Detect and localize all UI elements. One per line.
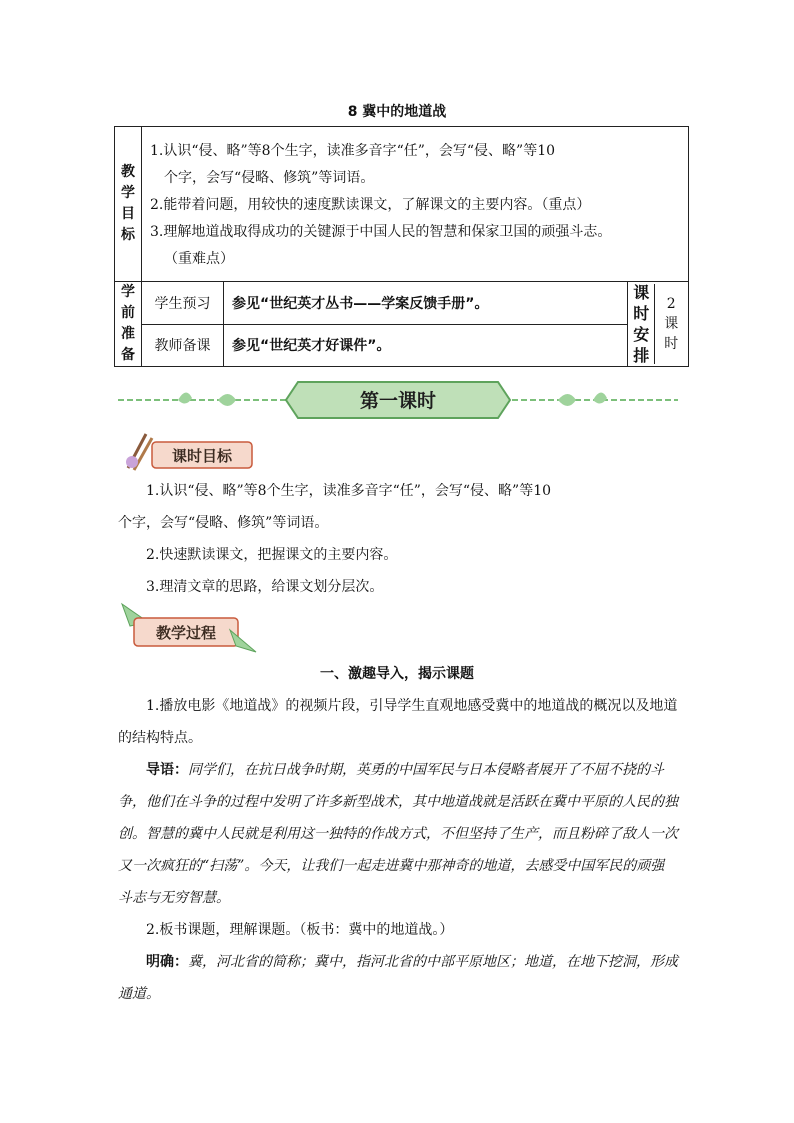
leaf-icon [178, 392, 192, 403]
leaf-icon [218, 394, 236, 406]
lesson-info-table [114, 126, 689, 367]
intro-paragraph [118, 754, 678, 914]
goal-line-3: 2.能带着问题，用较快的速度默读课文，了解课文的主要内容。（重点） [150, 196, 591, 213]
goal-line-4: 3.理解地道战取得成功的关键源于中国人民的智慧和保家卫国的顽强斗志。 [150, 223, 612, 240]
schedule-value-text: 2课时 [664, 296, 679, 352]
intro-text: 同学们，在抗日战争时期，英勇的中国军民与日本侵略者展开了不屈不挠的斗争，他们在斗争的过程中发明了许多新型战术，其中地道战就是活跃在冀中平原的人民的独创。智慧的冀中人民就是利用这一独特的作战方式，不但坚持了生产，而且粉碎了敌人一次又一次疯狂的“扫荡”。今天，让我们一起走进冀中那神奇的地道，去感受中国军民的顽强斗志与无穷智慧。 [118, 762, 678, 906]
clarify-label: 明确： [146, 954, 188, 970]
objective-1b: 个字，会写“侵略、修筑”等词语。 [118, 515, 329, 531]
process-badge [118, 600, 258, 656]
leaf-icon [558, 394, 576, 406]
lesson-banner [118, 378, 678, 422]
student-prep-content: 参见“世纪英才丛书——学案反馈手册”。 [224, 282, 628, 325]
goal-line-1: 1.认识“侵、略”等8个生字，读准多音字“任”，会写“侵、略”等10 [150, 142, 556, 159]
lesson-title: 8 冀中的地道战 [347, 104, 447, 120]
student-prep-name: 学生预习 [142, 282, 224, 325]
goal-label [115, 127, 142, 282]
schedule-label-text: 课时安排 [633, 283, 650, 365]
step-1: 1.播放电影《地道战》的视频片段，引导学生直观地感受冀中的地道战的概况以及地道的结构特点。 [118, 698, 678, 746]
section-heading: 一、激趣导入，揭示课题 [320, 666, 474, 682]
objectives-badge [118, 432, 258, 472]
clarify-text: 冀，河北省的简称；冀中，指河北省的中部平原地区；地道，在地下挖洞，形成通道。 [118, 954, 678, 1002]
prep-label [115, 282, 142, 367]
objective-3: 3.理清文章的思路，给课文划分层次。 [146, 579, 384, 595]
objective-1a: 1.认识“侵、略”等8个生字，读准多音字“任”，会写“侵、略”等10 [146, 483, 552, 499]
objectives-list [118, 475, 678, 603]
schedule-value [655, 284, 687, 364]
clarify-paragraph [118, 946, 678, 1010]
teacher-prep-content: 参见“世纪英才好课件”。 [224, 324, 628, 367]
goal-line-2: 个字，会写“侵略、修筑”等词语。 [164, 169, 375, 186]
paper-plane-icon [230, 630, 256, 652]
schedule-label [628, 284, 655, 364]
teacher-prep-name: 教师备课 [142, 324, 224, 367]
goal-label-text: 教学目标 [121, 164, 135, 243]
goals-cell [142, 127, 689, 282]
svg-text:课时目标: 课时目标 [171, 447, 233, 465]
goal-line-5: （重难点） [164, 250, 234, 267]
svg-text:教学过程: 教学过程 [155, 624, 217, 642]
prep-label-text: 学前准备 [121, 284, 135, 363]
step-2: 2.板书课题，理解课题。（板书：冀中的地道战。） [146, 922, 454, 938]
section-body [118, 690, 678, 1010]
leaf-icon [593, 392, 607, 403]
flower-icon [126, 456, 138, 468]
intro-label: 导语： [146, 762, 188, 778]
schedule-cell [628, 282, 689, 367]
objective-2: 2.快速默读课文，把握课文的主要内容。 [146, 547, 398, 563]
banner-text: 第一课时 [359, 390, 437, 412]
